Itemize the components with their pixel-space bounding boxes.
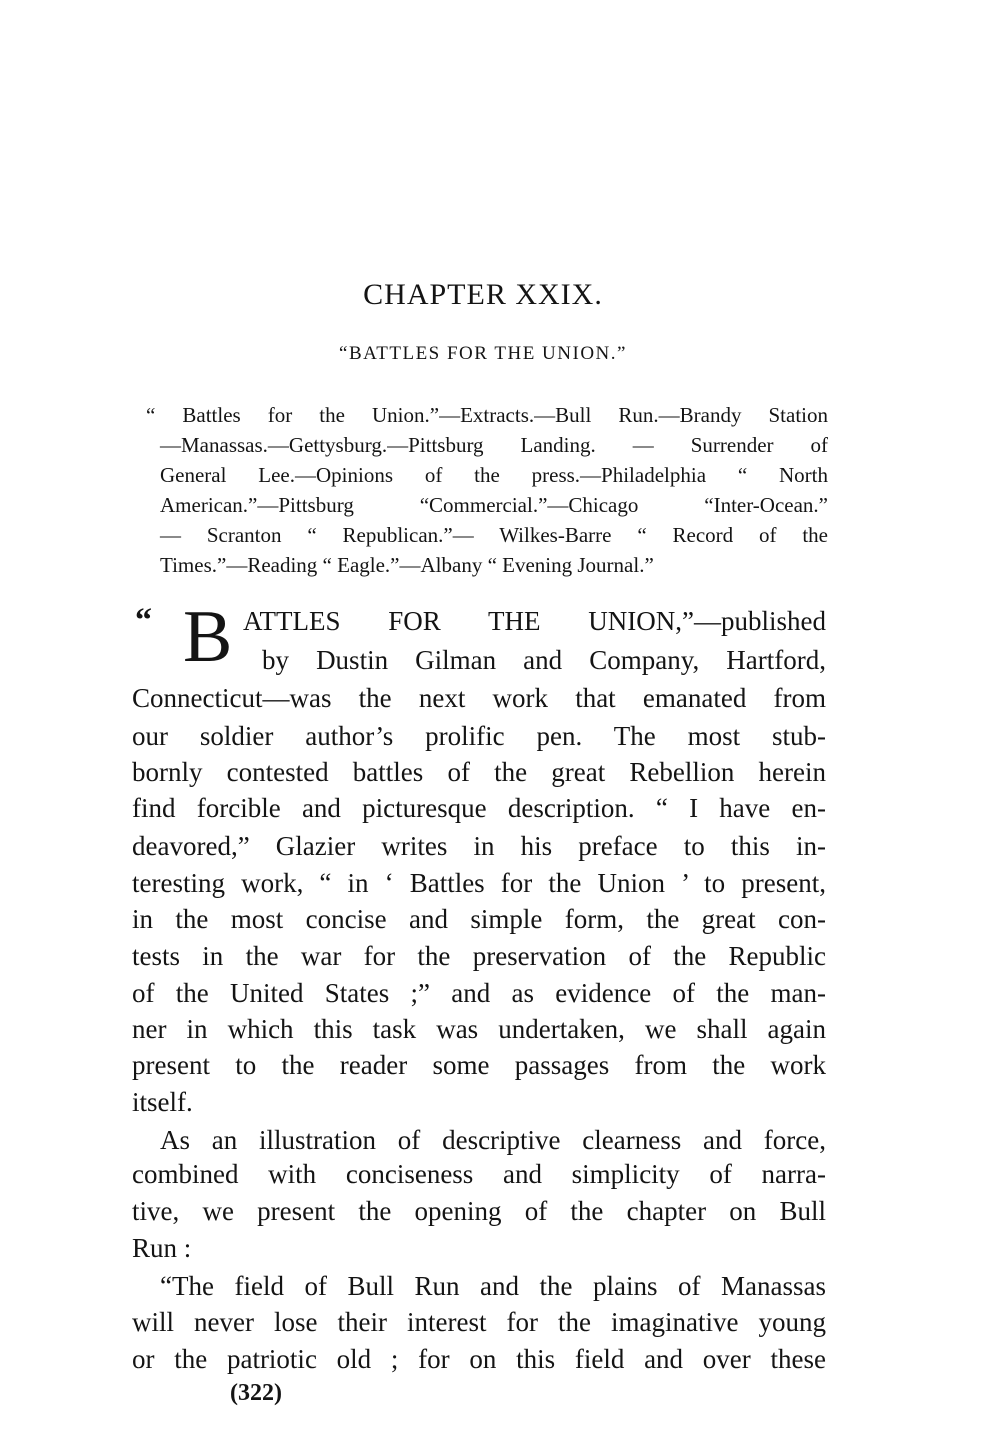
body-line: Run : bbox=[132, 1233, 192, 1263]
body-line: “The field of Bull Run and the plains of Manassas bbox=[160, 1271, 826, 1301]
body-line: by Dustin Gilman and Company, Hartford, bbox=[262, 645, 826, 675]
body-line: in the most concise and simple form, the great con- bbox=[132, 904, 826, 934]
body-line: As an illustration of descriptive clearness and force, bbox=[160, 1125, 826, 1155]
body-line: combined with conciseness and simplicity of narra- bbox=[132, 1159, 826, 1189]
body-line: tests in the war for the preservation of the Republic bbox=[132, 941, 826, 971]
body-line: of the United States ;” and as evidence of the man- bbox=[132, 978, 826, 1008]
summary-line: —Manassas.—Gettysburg.—Pittsburg Landing. — Surrender of bbox=[160, 433, 828, 457]
chapter-subtitle: “BATTLES FOR THE UNION.” bbox=[339, 343, 627, 364]
body-line: or the patriotic old ; for on this field and over these bbox=[132, 1344, 826, 1374]
body-line: tive, we present the opening of the chapter on Bull bbox=[132, 1196, 826, 1226]
body-line: ATTLES FOR THE UNION,”—published bbox=[243, 606, 826, 636]
body-line: deavored,” Glazier writes in his preface to this in- bbox=[132, 831, 826, 861]
body-line: will never lose their interest for the imaginative young bbox=[132, 1307, 826, 1337]
summary-line: General Lee.—Opinions of the press.—Philadelphia “ North bbox=[160, 463, 828, 487]
summary-line: — Scranton “ Republican.”— Wilkes-Barre “ Record of the bbox=[160, 523, 828, 547]
drop-cap: B bbox=[183, 596, 233, 678]
chapter-title: CHAPTER XXIX. bbox=[363, 278, 603, 311]
body-line: present to the reader some passages from the work bbox=[132, 1050, 826, 1080]
summary-line: “ Battles for the Union.”—Extracts.—Bull Run.—Brandy Station bbox=[146, 403, 828, 427]
summary-line: Times.”—Reading “ Eagle.”—Albany “ Evening Journal.” bbox=[160, 553, 654, 577]
body-line: bornly contested battles of the great Rebellion herein bbox=[132, 757, 826, 787]
body-line: ner in which this task was undertaken, we shall again bbox=[132, 1014, 826, 1044]
body-line: Connecticut—was the next work that emanated from bbox=[132, 683, 826, 713]
body-line: teresting work, “ in ‘ Battles for the Union ’ to present, bbox=[132, 868, 826, 898]
drop-quote: “ bbox=[135, 602, 152, 639]
body-line: find forcible and picturesque description. “ I have en- bbox=[132, 793, 826, 823]
summary-line: American.”—Pittsburg “Commercial.”—Chicago “Inter-Ocean.” bbox=[160, 493, 828, 517]
body-line: itself. bbox=[132, 1087, 193, 1117]
body-line: our soldier author’s prolific pen. The most stub- bbox=[132, 721, 826, 751]
page-number: (322) bbox=[230, 1380, 282, 1406]
